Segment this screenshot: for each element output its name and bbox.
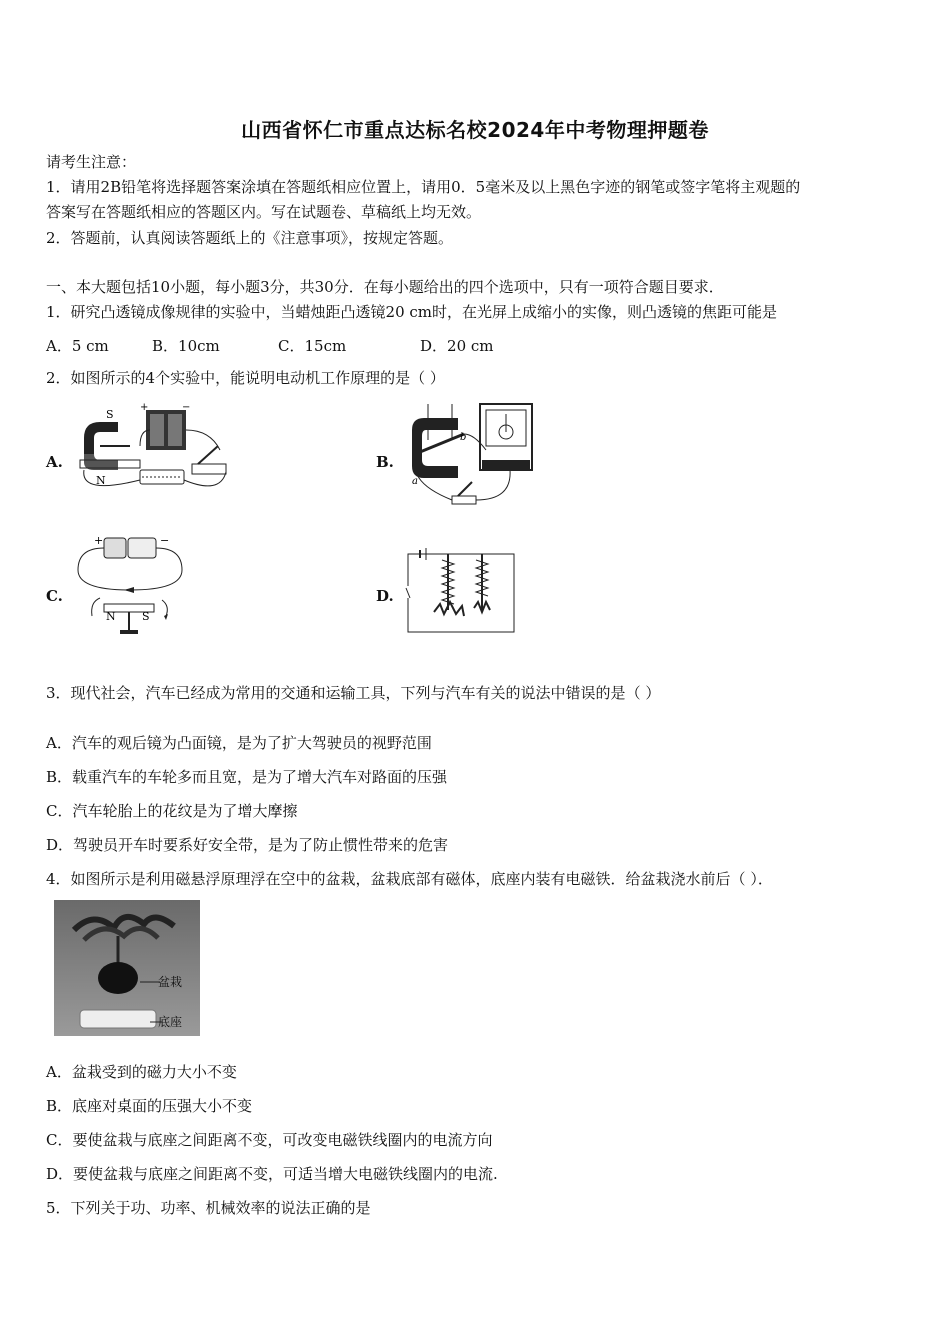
- q1-option-b[interactable]: B．10cm: [152, 337, 220, 355]
- q1-option-c[interactable]: C．15cm: [278, 337, 347, 355]
- fig-c-s-label: S: [142, 610, 150, 623]
- notice-line-1b: 答案写在答题纸相应的答题区内。写在试题卷、草稿纸上均无效。: [46, 203, 482, 221]
- q3-option-c[interactable]: C．汽车轮胎上的花纹是为了增大摩擦: [46, 802, 298, 820]
- q3-stem: [46, 683, 660, 703]
- fig-a-n-label: N: [96, 474, 106, 487]
- q2-label-d[interactable]: D.: [376, 587, 394, 605]
- q2-figure-a: [70, 400, 240, 500]
- page-title: 山西省怀仁市重点达标名校2024年中考物理押题卷: [241, 118, 709, 142]
- notice-line-1a: 1．请用2B铅笔将选择题答案涂填在答题纸相应位置上，请用0．5毫米及以上黑色字迹的钢笔或签字笔将主观题的: [46, 178, 801, 196]
- q5-stem: 5．下列关于功、功率、机械效率的说法正确的是: [46, 1199, 371, 1217]
- photo-label-pot: 盆栽: [158, 975, 183, 989]
- q2-label-a[interactable]: A.: [46, 453, 63, 471]
- q4-option-b[interactable]: B．底座对桌面的压强大小不变: [46, 1097, 253, 1115]
- q3-option-a[interactable]: A．汽车的观后镜为凸面镜，是为了扩大驾驶员的视野范围: [46, 734, 432, 752]
- fig-a-plus: +: [140, 402, 149, 413]
- notice-line-2: 2．答题前，认真阅读答题纸上的《注意事项》，按规定答题。: [46, 229, 454, 247]
- q4-option-c[interactable]: C．要使盆栽与底座之间距离不变，可改变电磁铁线圈内的电流方向: [46, 1131, 493, 1149]
- q2-stem: 2．如图所示的4个实验中，能说明电动机工作原理的是（ ）: [46, 369, 445, 387]
- q4-option-d[interactable]: D．要使盆栽与底座之间距离不变，可适当增大电磁铁线圈内的电流.: [46, 1165, 498, 1183]
- fig-a-minus: −: [182, 402, 191, 413]
- q4-photo: [54, 900, 200, 1036]
- notice-heading: 请考生注意：: [46, 153, 137, 171]
- fig-c-minus: −: [160, 534, 170, 547]
- q2-figure-d: [404, 546, 518, 636]
- q2-label-b[interactable]: B.: [376, 453, 394, 471]
- section-heading: 一、本大题包括10小题，每小题3分，共30分．在每小题给出的四个选项中，只有一项符合题目要求．: [46, 278, 724, 296]
- q2-figure-c: [70, 530, 190, 640]
- q3-stem-text: 3．现代社会，汽车已经成为常用的交通和运输工具，下列与汽车有关的说法中错误的是: [46, 684, 626, 702]
- fig-c-n-label: N: [106, 610, 116, 623]
- q1-option-d[interactable]: D．20 cm: [420, 337, 494, 355]
- q2-figure-b: [402, 400, 542, 510]
- q4-stem: 4．如图所示是利用磁悬浮原理浮在空中的盆栽，盆栽底部有磁体，底座内装有电磁铁．给盆栽浇水前后（ ）．: [46, 870, 773, 888]
- fig-b-b-label: b: [460, 432, 467, 443]
- q1-option-a[interactable]: A．5 cm: [46, 337, 109, 355]
- fig-b-a-label: a: [412, 476, 418, 487]
- q3-answer-paren[interactable]: （ ）: [625, 684, 661, 702]
- fig-a-s-label: S: [106, 408, 114, 421]
- q4-option-a[interactable]: A．盆栽受到的磁力大小不变: [46, 1063, 237, 1081]
- q3-option-d[interactable]: D．驾驶员开车时要系好安全带，是为了防止惯性带来的危害: [46, 836, 449, 854]
- q1-stem: 1．研究凸透镜成像规律的实验中，当蜡烛距凸透镜20 cm时，在光屏上成缩小的实像，则凸透镜的焦距可能是: [46, 303, 778, 321]
- q2-label-c[interactable]: C.: [46, 587, 63, 605]
- q3-option-b[interactable]: B．载重汽车的车轮多而且宽，是为了增大汽车对路面的压强: [46, 768, 448, 786]
- photo-label-base: 底座: [158, 1015, 183, 1029]
- fig-c-plus: +: [94, 534, 104, 547]
